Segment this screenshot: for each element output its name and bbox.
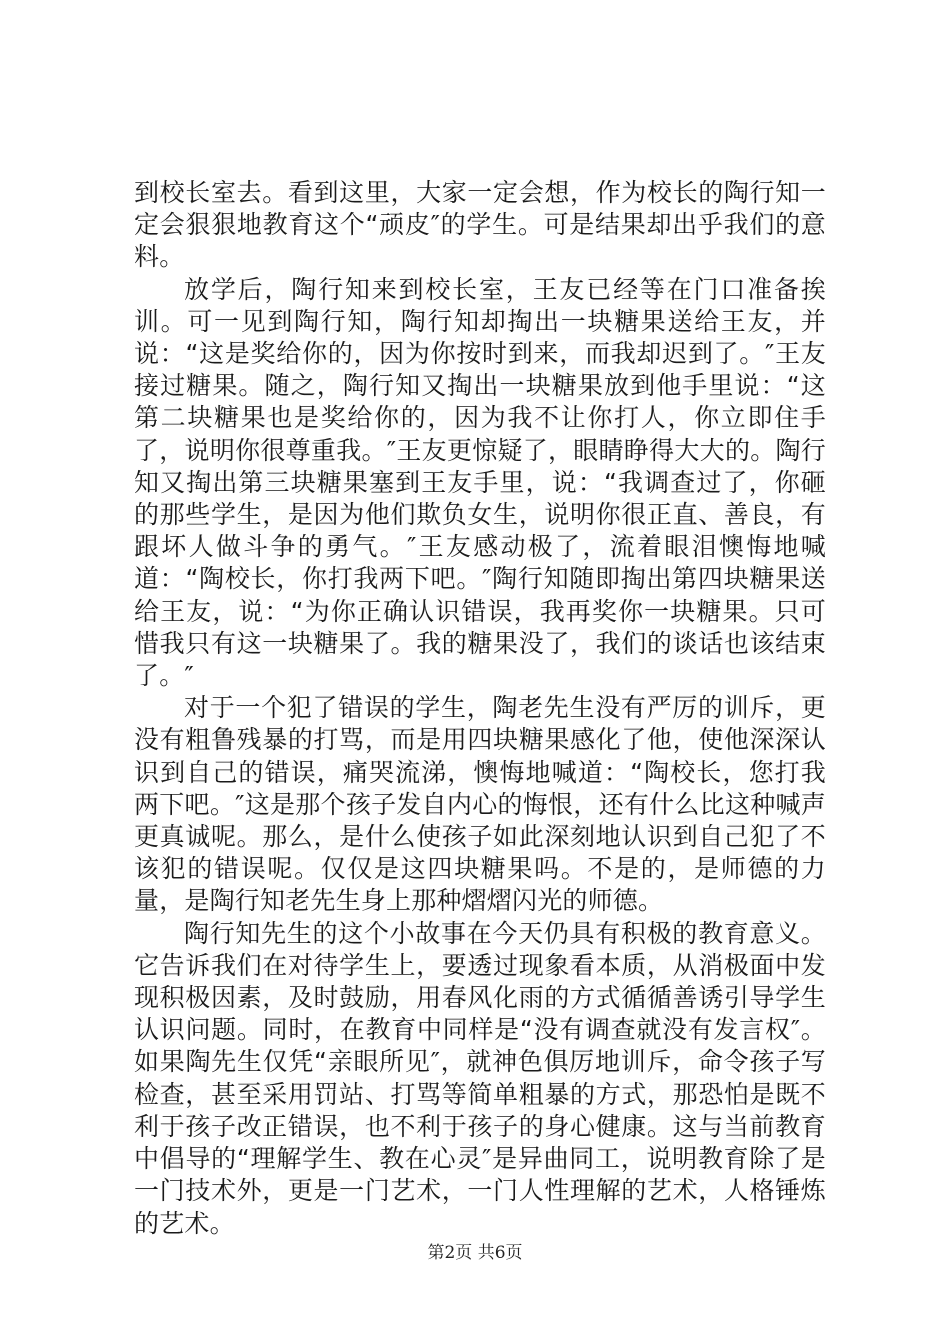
paragraph-story: 放学后，陶行知来到校长室，王友已经等在门口准备挨训。可一见到陶行知，陶行知却掏出一块糖果送给王友，并说：“这是奖给你的，因为你按时到来，而我却迟到了。″王友接过糖果。随之，陶行知又掏出一块糖果放到他手里说：“这第二块糖果也是奖给你的，因为我不让你打人，你立即住手了，说明你很尊重我。″王友更惊疑了，眼睛睁得大大的。陶行知又掏出第三块糖果塞到王友手里，说：“我调查过了，你砸的那些学生，是因为他们欺负女生，说明你很正直、善良，有跟坏人做斗争的勇气。″王友感动极了，流着眼泪懊悔地喊道：“陶校长，你打我两下吧。″陶行知随即掏出第四块糖果送给王友，说：“为你正确认识错误，我再奖你一块糖果。只可惜我只有这一块糖果了。我的糖果没了，我们的谈话也该结束了。″ <box>134 274 826 691</box>
paragraph-continuation: 到校长室去。看到这里，大家一定会想，作为校长的陶行知一定会狠狠地教育这个“顽皮″的学生。可是结果却出乎我们的意料。 <box>134 178 826 272</box>
document-body <box>134 177 826 1240</box>
page-footer: 第2页 共6页 <box>427 1243 523 1263</box>
paragraph-reflection: 对于一个犯了错误的学生，陶老先生没有严厉的训斥，更没有粗鲁残暴的打骂，而是用四块糖果感化了他，使他深深认识到自己的错误，痛哭流涕，懊悔地喊道：“陶校长，您打我两下吧。″这是那个孩子发自内心的悔恨，还有什么比这种喊声更真诚呢。那么，是什么使孩子如此深刻地认识到自己犯了不该犯的错误呢。仅仅是这四块糖果吗。不是的，是师德的力量，是陶行知老先生身上那种熠熠闪光的师德。 <box>134 693 826 916</box>
paragraph-significance: 陶行知先生的这个小故事在今天仍具有积极的教育意义。它告诉我们在对待学生上，要透过现象看本质，从消极面中发现积极因素，及时鼓励，用春风化雨的方式循循善诱引导学生认识问题。同时，在教育中同样是“没有调查就没有发言权″。如果陶先生仅凭“亲眼所见″，就神色俱厉地训斥，命令孩子写检查，甚至采用罚站、打骂等简单粗暴的方式，那恐怕是既不利于孩子改正错误，也不利于孩子的身心健康。这与当前教育中倡导的“理解学生、教在心灵″是异曲同工，说明教育除了是一门技术外，更是一门艺术，一门人性理解的艺术，人格锤炼的艺术。 <box>134 918 826 1238</box>
